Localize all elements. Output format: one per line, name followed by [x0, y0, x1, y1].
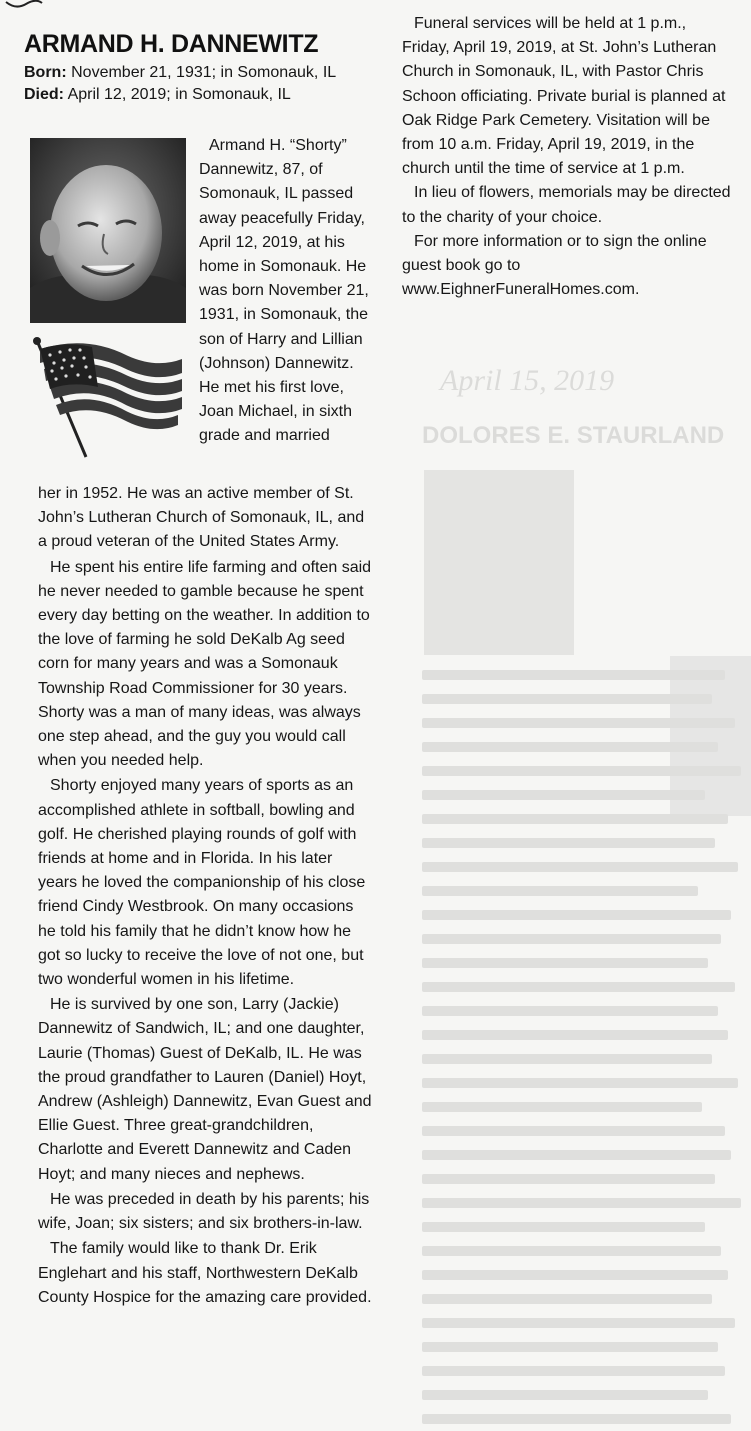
- paragraph-more-info: For more information or to sign the online guest book go to www.EighnerFuneralHomes.com.: [402, 232, 707, 299]
- obituary-left-column: [24, 28, 372, 1306]
- obituary-right-column: [402, 12, 738, 302]
- reverse-obituary-name: DOLORES E. STAURLAND: [422, 422, 725, 449]
- handwritten-date: April 15, 2019: [440, 364, 615, 397]
- reverse-text-lines: [422, 670, 751, 1431]
- paragraph-sports: Shorty enjoyed many years of sports as an accomplished athlete in softball, bowling and golf. He cherished playing rounds of golf with friends at home and in Florida. In his later years he loved the companionship of his close friend Cindy Westbrook. On many occasions he told his family that he didn’t know how he got so lucky to receive the love of not one, but two wonderful women in his lifetime.: [38, 777, 366, 989]
- reverse-side-bleed-through: [412, 360, 751, 1431]
- born-label: Born:: [24, 64, 67, 81]
- paragraph-preceded-by: He was preceded in death by his parents; his wife, Joan; six sisters; and six brothers-in-law.: [38, 1190, 370, 1233]
- reverse-photo: [424, 470, 574, 655]
- born-line: [24, 62, 370, 84]
- obituary-intro-beside-photo: [199, 134, 369, 449]
- intro-continued: her in 1952. He was an active member of St. John’s Lutheran Church of Somonauk, IL, and a proud veteran of the United States Army.: [38, 485, 365, 551]
- reverse-photo-secondary: [670, 656, 751, 816]
- paragraph-survived-by: He is survived by one son, Larry (Jackie) Dannewitz of Sandwich, IL; and one daughter, Laurie (Thomas) Guest of DeKalb, IL. He was the proud grandfather to Lauren (Daniel) Hoyt, Andrew (Ashleigh) Dannewitz, Evan Guest and Ellie Guest. Three great-grandchildren, Charlotte and Everett Dannewitz and Caden Hoyt; and many nieces and nephews.: [38, 996, 372, 1183]
- paragraph-memorials: In lieu of flowers, memorials may be directed to the charity of your choice.: [402, 184, 731, 226]
- intro-paragraph: Armand H. “Shorty” Dannewitz, 87, of Somonauk, IL passed away peacefully Friday, April 12, 2019, at his home in Somonauk. He was born November 21, 1931, in Somonauk, the son of Harry and Lillian (Johnson) Dannewitz. He met his first love, Joan Michael, in sixth grade and married: [199, 137, 369, 445]
- paragraph-services: Funeral services will be held at 1 p.m., Friday, April 19, 2019, at St. John’s Lutheran Church in Somonauk, IL, with Pastor Chris Schoon officiating. Private burial is planned at Oak Ridge Park Cemetery. Visitation will be from 10 a.m. Friday, April 19, 2019, in the church until the time of service at 1 p.m.: [402, 15, 726, 178]
- paragraph-farming: He spent his entire life farming and often said he never needed to gamble because he spent every day betting on the weather. In addition to the love of farming he sold DeKalb Ag seed corn for many years and was a Somonauk Township Road Commissioner for 30 years. Shorty was a man of many ideas, was always one step ahead, and the guy you would call when you needed help.: [38, 558, 372, 770]
- died-label: Died:: [24, 86, 64, 103]
- born-value: November 21, 1931; in Somonauk, IL: [71, 64, 337, 81]
- obituary-name: ARMAND H. DANNEWITZ: [24, 30, 319, 58]
- american-flag-icon: [26, 333, 186, 463]
- died-value: April 12, 2019; in Somonauk, IL: [67, 86, 291, 103]
- died-line: [24, 84, 370, 106]
- handwritten-edge-mark: [4, 0, 44, 12]
- portrait-photo: [30, 138, 186, 323]
- obituary-body-left: [38, 482, 374, 1311]
- paragraph-thanks: The family would like to thank Dr. Erik Englehart and his staff, Northwestern DeKalb County Hospice for the amazing care provided.: [38, 1240, 372, 1306]
